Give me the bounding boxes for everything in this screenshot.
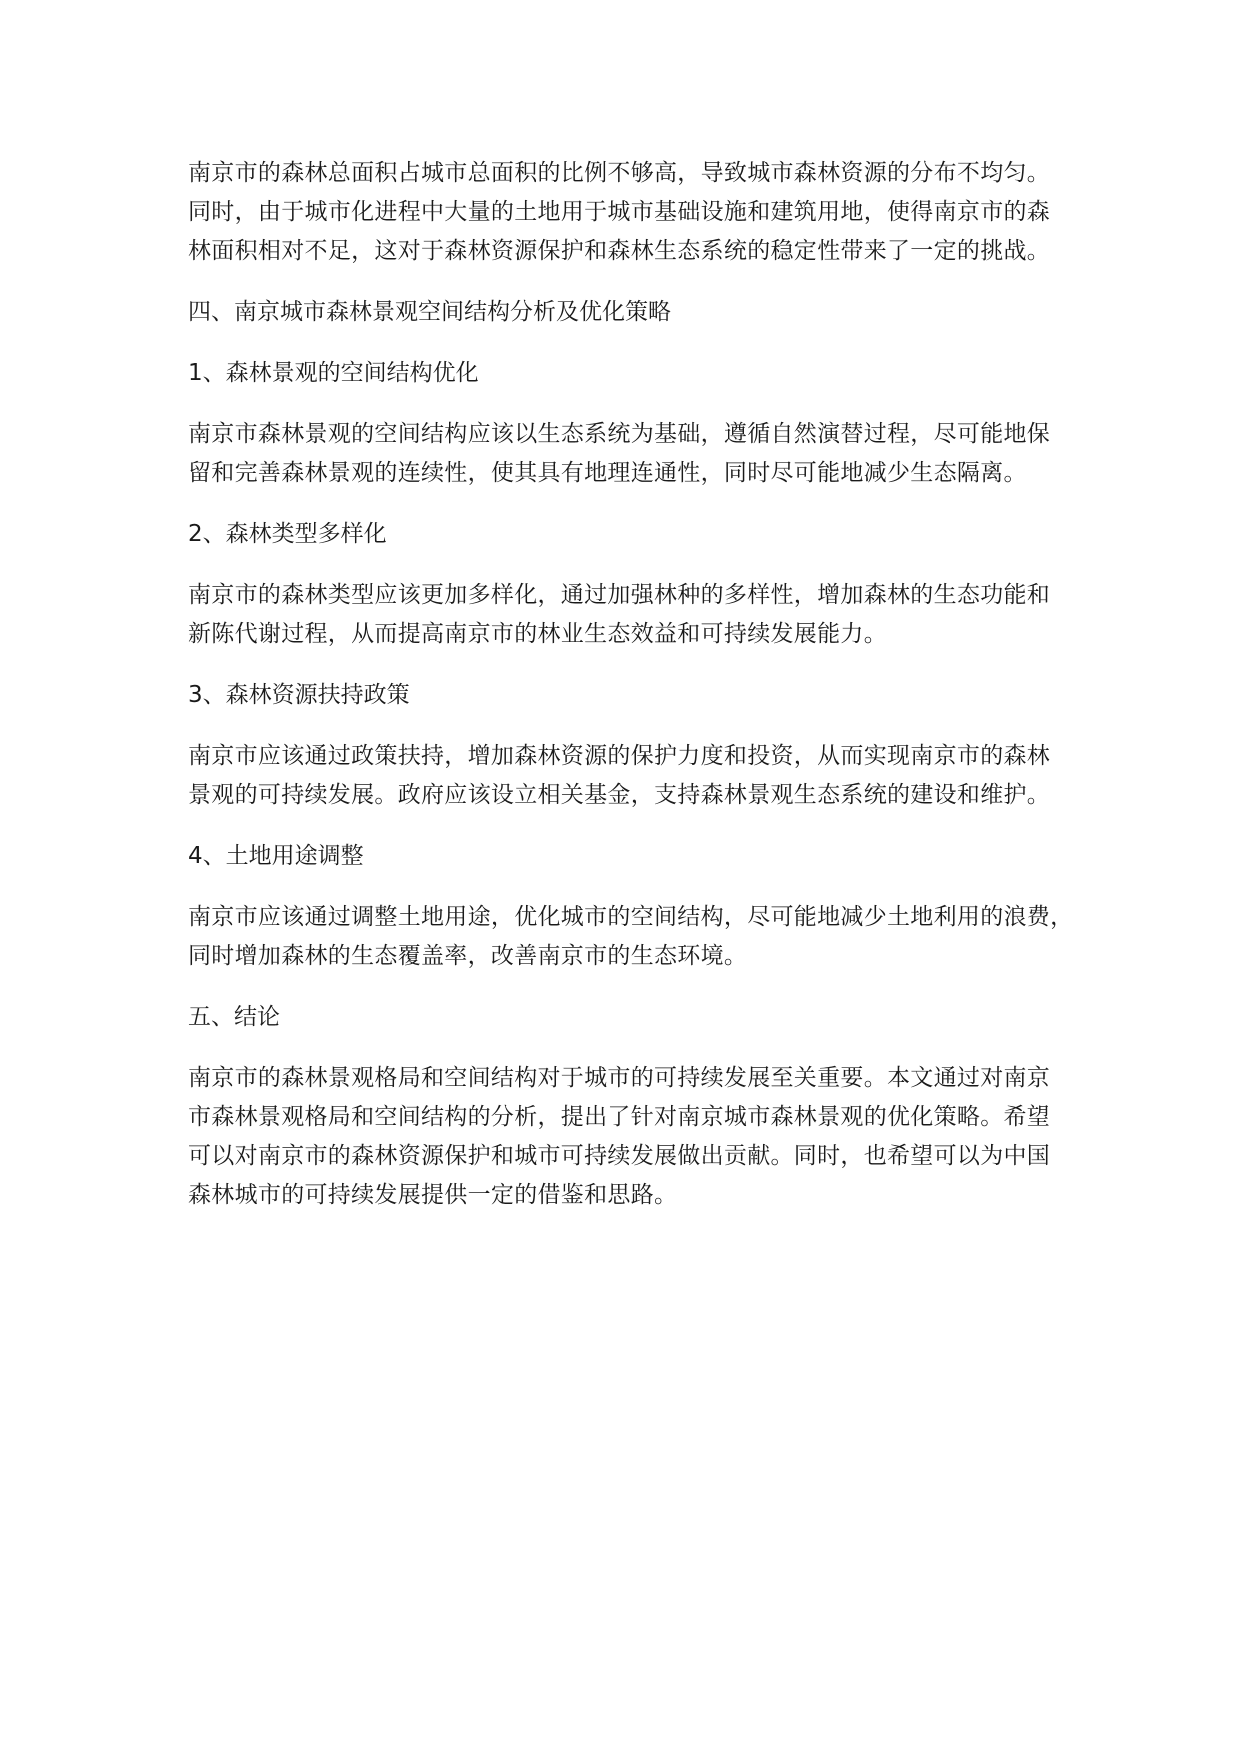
text-line: 景观的可持续发展。政府应该设立相关基金，支持森林景观生态系统的建设和维护。 bbox=[188, 782, 1051, 808]
section-heading-5: 五、结论 bbox=[188, 1004, 280, 1030]
section-heading-4: 四、南京城市森林景观空间结构分析及优化策略 bbox=[188, 299, 671, 325]
paragraph-forest-area-intro bbox=[188, 154, 1088, 271]
text-line: 南京市的森林类型应该更加多样化，通过加强林种的多样性，增加森林的生态功能和 bbox=[188, 582, 1051, 608]
text-line: 市森林景观格局和空间结构的分析，提出了针对南京城市森林景观的优化策略。希望 bbox=[188, 1104, 1051, 1130]
text-line: 南京市的森林景观格局和空间结构对于城市的可持续发展至关重要。本文通过对南京 bbox=[188, 1065, 1051, 1091]
document-body bbox=[188, 154, 1088, 1215]
paragraph-policy-support bbox=[188, 737, 1088, 815]
paragraph-forest-diversity bbox=[188, 576, 1088, 654]
text-line: 可以对南京市的森林资源保护和城市可持续发展做出贡献。同时，也希望可以为中国 bbox=[188, 1143, 1051, 1169]
text-line: 森林城市的可持续发展提供一定的借鉴和思路。 bbox=[188, 1182, 678, 1208]
text-line: 南京市应该通过政策扶持，增加森林资源的保护力度和投资，从而实现南京市的森林 bbox=[188, 743, 1051, 769]
paragraph-land-use bbox=[188, 898, 1088, 976]
text-line: 新陈代谢过程，从而提高南京市的林业生态效益和可持续发展能力。 bbox=[188, 621, 887, 647]
paragraph-spatial-structure bbox=[188, 415, 1088, 493]
subsection-heading-4: 4、土地用途调整 bbox=[188, 843, 364, 869]
subsection-heading-2: 2、森林类型多样化 bbox=[188, 521, 387, 547]
text-line: 同时增加森林的生态覆盖率，改善南京市的生态环境。 bbox=[188, 943, 748, 969]
text-line: 南京市森林景观的空间结构应该以生态系统为基础，遵循自然演替过程，尽可能地保 bbox=[188, 421, 1051, 447]
paragraph-conclusion bbox=[188, 1059, 1088, 1215]
subsection-heading-1: 1、森林景观的空间结构优化 bbox=[188, 360, 479, 386]
text-line: 留和完善森林景观的连续性，使其具有地理连通性，同时尽可能地减少生态隔离。 bbox=[188, 460, 1027, 486]
text-line: 南京市的森林总面积占城市总面积的比例不够高，导致城市森林资源的分布不均匀。 bbox=[188, 160, 1051, 186]
text-line: 同时，由于城市化进程中大量的土地用于城市基础设施和建筑用地，使得南京市的森 bbox=[188, 199, 1051, 225]
text-line: 林面积相对不足，这对于森林资源保护和森林生态系统的稳定性带来了一定的挑战。 bbox=[188, 238, 1051, 264]
text-line: 南京市应该通过调整土地用途，优化城市的空间结构，尽可能地减少土地利用的浪费， bbox=[188, 904, 1074, 930]
subsection-heading-3: 3、森林资源扶持政策 bbox=[188, 682, 410, 708]
